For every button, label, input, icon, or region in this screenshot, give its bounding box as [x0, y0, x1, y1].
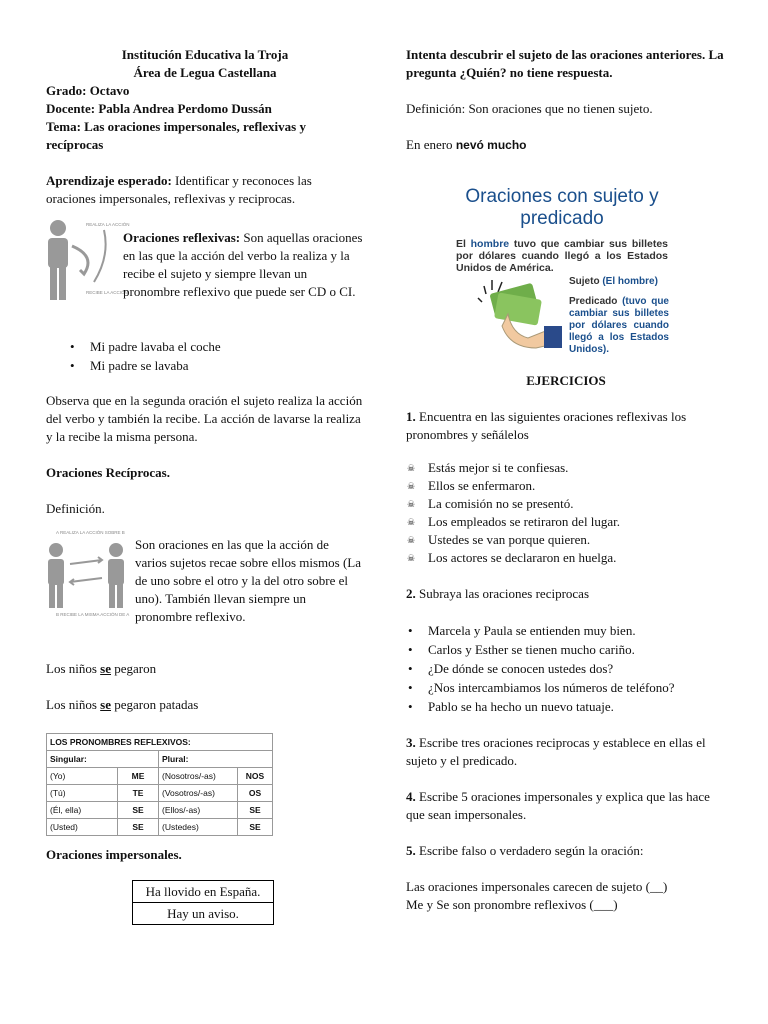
- realiza-label: REALIZA LA ACCIÓN: [86, 222, 130, 227]
- reflexivas-block: [123, 229, 363, 301]
- reciprocal-example-2: [46, 696, 364, 714]
- list-item: • ¿De dónde se conocen ustedes dos?: [406, 659, 726, 678]
- table-cell: NOS: [238, 768, 273, 785]
- table-cell: SE: [118, 819, 159, 836]
- exercise-number: 3.: [406, 735, 416, 750]
- recibe-misma-label: B RECIBE LA MISMA ACCIÓN DE A: [56, 612, 130, 617]
- impersonales-title: Oraciones impersonales.: [46, 847, 182, 862]
- exercise-2-list: [406, 621, 726, 716]
- impersonales-table: [132, 880, 274, 925]
- example-text: Los niños: [46, 697, 101, 712]
- exercise-text: Escribe falso o verdadero según la oración:: [415, 843, 644, 858]
- example-text: En enero: [406, 137, 456, 152]
- reflexivas-text: Son aquellas oraciones en las que la acción del verbo la realiza y la recibe el sujeto y siempre llevan un pronombre reflexivo que puede ser CD o CI.: [123, 230, 363, 299]
- figure-title: Oraciones con sujeto y predicado: [465, 186, 659, 229]
- list-item: ☠ Ellos se enfermaron.: [406, 477, 726, 495]
- table-cell: ME: [118, 768, 159, 785]
- impersonales-block: [46, 846, 364, 864]
- exercise-5-line-1: Las oraciones impersonales carecen de sujeto (__): [406, 879, 668, 894]
- table-cell: TE: [118, 785, 159, 802]
- reciprocas-definicion: Definición.: [46, 501, 105, 516]
- reflexive-figure: [44, 216, 130, 304]
- list-item: • ¿Nos intercambiamos los números de teléfono?: [406, 678, 726, 697]
- list-item: • Mi padre lavaba el coche: [68, 337, 358, 356]
- ejercicios-title: EJERCICIOS: [526, 373, 606, 388]
- table-cell: (Tú): [47, 785, 118, 802]
- table-row: [47, 802, 273, 819]
- pronombres-table-wrap: [46, 733, 273, 836]
- area-title: Área de Legua Castellana: [133, 65, 277, 80]
- definicion-paragraph: Definición: Son oraciones que no tienen sujeto.: [406, 101, 653, 116]
- predicado-line: [569, 296, 669, 356]
- table-row: [47, 768, 273, 785]
- sentence-text: El: [456, 238, 471, 250]
- list-item: ☠ Los empleados se retiraron del lugar.: [406, 513, 726, 531]
- sujeto-predicado-labels: [569, 276, 669, 356]
- sujeto-predicado-figure: [456, 186, 668, 274]
- grade-line: Grado: Octavo: [46, 83, 130, 98]
- aprendizaje-text: Identificar y reconoces las oraciones impersonales, reflexivas y reciprocas.: [46, 173, 312, 206]
- enero-example: [406, 136, 726, 154]
- table-cell: (Ellos/-as): [159, 802, 238, 819]
- singular-header: Singular:: [47, 751, 159, 768]
- sentence-highlight: hombre: [470, 238, 510, 250]
- exercise-4: [406, 788, 726, 824]
- teacher-line: Docente: Pabla Andrea Perdomo Dussán: [46, 101, 272, 116]
- se-pronoun: se: [100, 697, 112, 712]
- aprendizaje-label: Aprendizaje esperado:: [46, 173, 172, 188]
- list-item: ☠ La comisión no se presentó.: [406, 495, 726, 513]
- table-row: [47, 785, 273, 802]
- example-text: pegaron: [111, 661, 157, 676]
- exercise-1-list: [406, 459, 726, 567]
- se-pronoun: se: [100, 661, 112, 676]
- reciprocas-paragraph: Son oraciones en las que la acción de varios sujetos recae sobre ellos mismos (La de uno sobre el otro y la del otro sobre el uno). También llevan siempre un pronombre reflexivo.: [135, 537, 361, 624]
- list-item: • Carlos y Esther se tienen mucho cariño.: [406, 640, 726, 659]
- table-cell: (Ustedes): [159, 819, 238, 836]
- exercise-number: 4.: [406, 789, 416, 804]
- recibe-label: RECIBE LA ACCIÓN: [86, 290, 128, 295]
- exercise-2: [406, 585, 726, 603]
- exercise-5-line-2: Me y Se son pronombre reflexivos (___): [406, 897, 618, 912]
- pronombres-table: [46, 733, 273, 836]
- table-cell: Ha llovido en España.: [133, 881, 274, 903]
- left-column: [46, 46, 364, 208]
- table-row: [133, 881, 274, 903]
- exercise-5: [406, 842, 726, 860]
- table-row: [47, 734, 273, 751]
- reflexive-examples: [68, 337, 358, 375]
- list-item: • Pablo se ha hecho un nuevo tatuaje.: [406, 697, 726, 716]
- list-item: • Mi padre se lavaba: [68, 356, 358, 375]
- example-text: Los niños: [46, 661, 101, 676]
- intro-paragraph: Intenta descubrir el sujeto de las oraciones anteriores. La pregunta ¿Quién? no tiene respuesta.: [406, 47, 724, 80]
- sujeto-value: (El hombre): [602, 276, 658, 287]
- exercise-3: [406, 734, 726, 770]
- right-column: [406, 46, 726, 154]
- example-text: pegaron patadas: [111, 697, 199, 712]
- plural-header: Plural:: [159, 751, 273, 768]
- list-item: ☠ Estás mejor si te confiesas.: [406, 459, 726, 477]
- table-cell: SE: [118, 802, 159, 819]
- predicado-value: (tuvo que cambiar sus billetes por dólares cuando llegó a los Estados Unidos).: [569, 296, 669, 355]
- reciprocas-block: [135, 536, 363, 626]
- figure-sentence: [456, 238, 668, 274]
- reciprocal-example-1: [46, 660, 364, 678]
- table-cell: OS: [238, 785, 273, 802]
- exercise-text: Encuentra en las siguientes oraciones reflexivas los pronombres y señálelos: [406, 409, 687, 442]
- reflexivas-paragraph: [123, 229, 363, 301]
- enero-bold: nevó mucho: [455, 138, 527, 152]
- observa-block: [46, 392, 364, 518]
- aprendizaje-paragraph: [46, 172, 364, 208]
- table-cell: Hay un aviso.: [133, 903, 274, 925]
- exercise-text: Escribe 5 oraciones impersonales y explica que las hace que sean impersonales.: [406, 789, 710, 822]
- table-cell: (Nosotros/-as): [159, 768, 238, 785]
- exercise-1: [406, 408, 726, 444]
- table-row: [47, 751, 273, 768]
- exercise-text: Subraya las oraciones reciprocas: [415, 586, 590, 601]
- observa-paragraph: Observa que en la segunda oración el sujeto realiza la acción del verbo y también la recibe. La acción de lavarse la realiza y la recibe la misma persona.: [46, 393, 363, 444]
- reciprocas-examples: [46, 660, 364, 714]
- list-item: ☠ Los actores se declararon en huelga.: [406, 549, 726, 567]
- impersonales-table-wrap: [132, 880, 274, 925]
- table-cell: (Yo): [47, 768, 118, 785]
- exercise-2-block: [406, 585, 726, 603]
- list-item: • Marcela y Paula se entienden muy bien.: [406, 621, 726, 640]
- sujeto-line: [569, 276, 669, 288]
- money-hand-image: [478, 274, 564, 348]
- topic-line: Tema: Las oraciones impersonales, reflexivas y recíprocas: [46, 119, 306, 152]
- exercise-number: 2.: [406, 586, 416, 601]
- table-cell: SE: [238, 819, 273, 836]
- reflexivas-label: Oraciones reflexivas:: [123, 230, 241, 245]
- exercise-number: 1.: [406, 409, 416, 424]
- ejercicios-block: [406, 372, 726, 444]
- list-item: ☠ Ustedes se van porque quieren.: [406, 531, 726, 549]
- predicado-label: Predicado: [569, 296, 623, 307]
- exercise-text: Escribe tres oraciones reciprocas y establece en ellas el sujeto y el predicado.: [406, 735, 706, 768]
- table-row: [133, 903, 274, 925]
- table-cell: SE: [238, 802, 273, 819]
- table-row: [47, 819, 273, 836]
- table-cell: (Vosotros/-as): [159, 785, 238, 802]
- sentence-text: tuvo que cambiar sus billetes por dólares cuando llegó a los Estados Unidos de América.: [456, 238, 668, 274]
- sujeto-label: Sujeto: [569, 276, 603, 287]
- realiza-sobre-label: A REALIZA LA ACCIÓN SOBRE B: [56, 530, 125, 535]
- reciprocas-title: Oraciones Recíprocas.: [46, 465, 170, 480]
- institution-title: Institución Educativa la Troja: [121, 47, 289, 62]
- exercises-3-5: [406, 734, 726, 914]
- table-cell: (Él, ella): [47, 802, 118, 819]
- table-title: LOS PRONOMBRES REFLEXIVOS:: [47, 734, 273, 751]
- reciprocal-figure: [44, 526, 130, 618]
- exercise-number: 5.: [406, 843, 416, 858]
- table-cell: (Usted): [47, 819, 118, 836]
